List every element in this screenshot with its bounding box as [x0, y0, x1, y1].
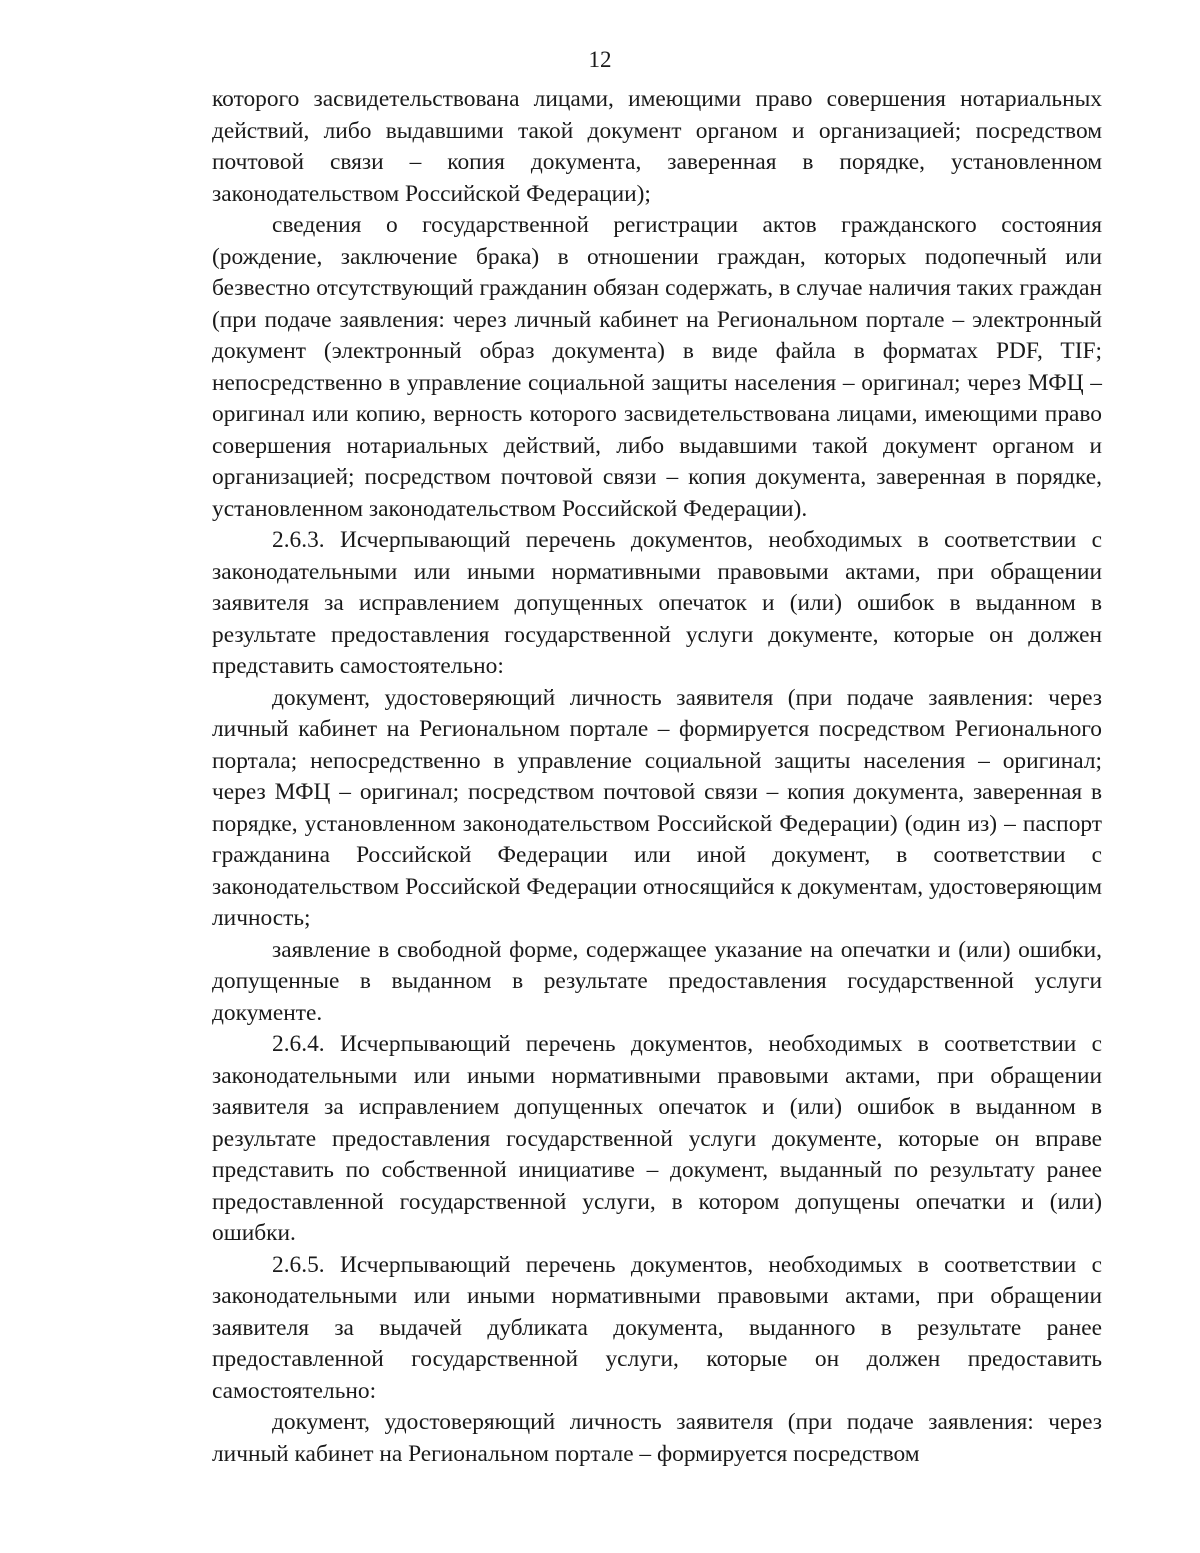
paragraph: 2.6.4. Исчерпывающий перечень документов, необходимых в соответствии с законодательными или иными нормативными правовыми актами, при обращении заявителя за исправлением допущенных опечаток и (или) ошибок в выданном в результате предоставления государственной услуги документе, которые он вправе представить по собственной инициативе – документ, выданный по результату ранее предоставленной государственной услуги, в котором допущены опечатки и (или) ошибки. [212, 1031, 1102, 1246]
document-body [212, 84, 1102, 1470]
paragraph: сведения о государственной регистрации актов гражданского состояния (рождение, заключение брака) в отношении граждан, которых подопечный или безвестно отсутствующий гражданин обязан содержать, в случае наличия таких граждан (при подаче заявления: через личный кабинет на Региональном портале – электронный документ (электронный образ документа) в виде файла в форматах PDF, TIF; непосредственно в управление социальной защиты населения – оригинал; через МФЦ – оригинал или копию, верность которого засвидетельствована лицами, имеющими право совершения нотариальных действий, либо выдавшими такой документ органом и организацией; посредством почтовой связи – копия документа, заверенная в порядке, установленном законодательством Российской Федерации). [212, 212, 1102, 522]
page-number: 12 [588, 47, 612, 72]
paragraph: 2.6.5. Исчерпывающий перечень документов, необходимых в соответствии с законодательными или иными нормативными правовыми актами, при обращении заявителя за выдачей дубликата документа, выданного в результате ранее предоставленной государственной услуги, которые он должен предоставить самостоятельно: [212, 1251, 1102, 1404]
paragraph: документ, удостоверяющий личность заявителя (при подаче заявления: через личный кабинет на Региональном портале – формируется посредством [212, 1409, 1102, 1467]
paragraph: заявление в свободной форме, содержащее указание на опечатки и (или) ошибки, допущенные в выданном в результате предоставления государственной услуги документе. [212, 936, 1102, 1026]
paragraph: которого засвидетельствована лицами, имеющими право совершения нотариальных действий, либо выдавшими такой документ органом и организацией; посредством почтовой связи – копия документа, заверенная в порядке, установленном законодательством Российской Федерации); [212, 86, 1102, 207]
paragraph: 2.6.3. Исчерпывающий перечень документов, необходимых в соответствии с законодательными или иными нормативными правовыми актами, при обращении заявителя за исправлением допущенных опечаток и (или) ошибок в выданном в результате предоставления государственной услуги документе, которые он должен представить самостоятельно: [212, 527, 1102, 679]
paragraph: документ, удостоверяющий личность заявителя (при подаче заявления: через личный кабинет на Региональном портале – формируется посредством Регионального портала; непосредственно в управление социальной защиты населения – оригинал; через МФЦ – оригинал; посредством почтовой связи – копия документа, заверенная в порядке, установленном законодательством Российской Федерации) (один из) – паспорт гражданина Российской Федерации или иной документ, в соответствии с законодательством Российской Федерации относящийся к документам, удостоверяющим личность; [212, 684, 1102, 931]
